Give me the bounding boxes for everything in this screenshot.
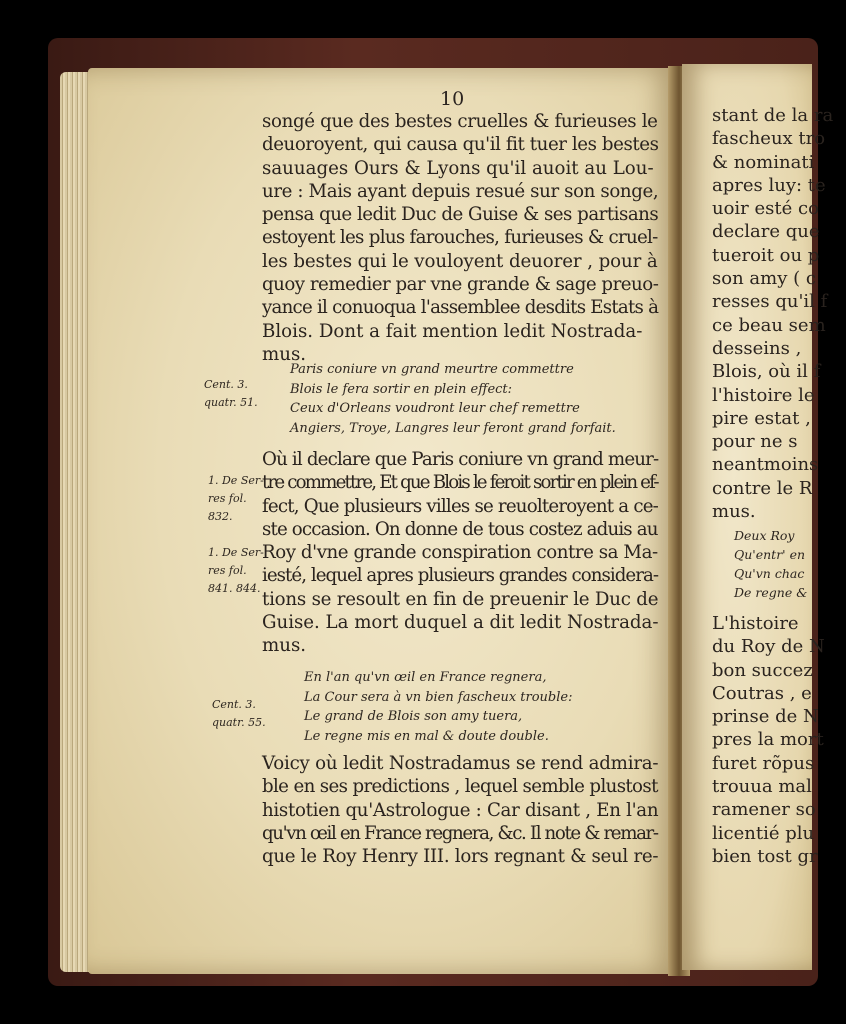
paragraph-1: songé que des bestes cruelles & furieuses le deuoroyent, qui causa qu'il fit tuer les bestes sauuages Ours & Lyons qu'il auoit au Lou- ure : Mais ayant depuis resué sur son songe, pensa que ledit Duc de Guise & ses partisans estoyent les plus farouches, furieuses & cruel- les bestes qui le vouloyent deuorer , pour à quoy remedier par vne grande & sage preuo- yance il conuoqua l'assemblee desdits Estats à Blois. Dont a fait mention ledit Nostrada- mus. (262, 111, 659, 365)
quatrain-2: En l'an qu'vn œil en France regnera, La Cour sera à vn bien fascheux trouble: Le grand de Blois son amy tuera, Le regne mis en mal & doute double. (304, 670, 573, 744)
quatrain-1: Paris coniure vn grand meurtre commettre Blois le fera sortir en plein effect: Ceux d'Orleans voudront leur chef remettre Angiers, Troye, Langres leur feront grand forfait. (290, 362, 616, 436)
page-number: 10 (440, 88, 465, 110)
paragraph-2: Où il declare que Paris coniure vn grand meur- tre commettre, Et que Blois le feroit sortir en plein ef- fect, Que plusieurs villes se reuolteroyent a ce- ste occasion. On donne de tous costez aduis au Roy d'vne grande conspiration contre sa Ma- iesté, lequel apres plusieurs grandes considera- tions se resoult en fin de preuenir le Duc de Guise. La mort duquel a dit ledit Nostrada- mus. (262, 449, 659, 657)
right-para-2: L'histoire du Roy de N bon succez Coutras , e prinse de N pres la mort furet rõpus trouua mal ramener so licentié plu bien tost gr (712, 613, 825, 867)
right-page (682, 64, 834, 970)
paragraph-3: Voicy où ledit Nostradamus se rend admira- ble en ses predictions , lequel semble plustost histotien qu'Astrologue : Car disant , En l'an qu'vn œil en France regnera, &c. Il note & remar- que le Roy Henry III. lors regnant & seul re- (262, 753, 659, 868)
margin-note-cent-3-55: Cent. 3. quatr. 55. (212, 698, 266, 729)
margin-note-cent-3-51: Cent. 3. quatr. 51. (204, 378, 258, 409)
right-verse: Deux Roy Qu'entr' en Qu'vn chac De regne & (734, 528, 808, 600)
margin-note-serres-832: 1. De Ser- res fol. 832. (208, 474, 264, 523)
right-para-1: stant de la ra fascheux tro & nominati apres luy: te uoir esté co declare que tueroit ou p son amy ( c resses qu'il f ce beau sem desseins , Blois, où il f l'histoire le pire estat , pour ne s neantmoins contre le R mus. (712, 105, 834, 523)
margin-note-serres-841: 1. De Ser- res fol. 841. 844. (208, 546, 264, 595)
